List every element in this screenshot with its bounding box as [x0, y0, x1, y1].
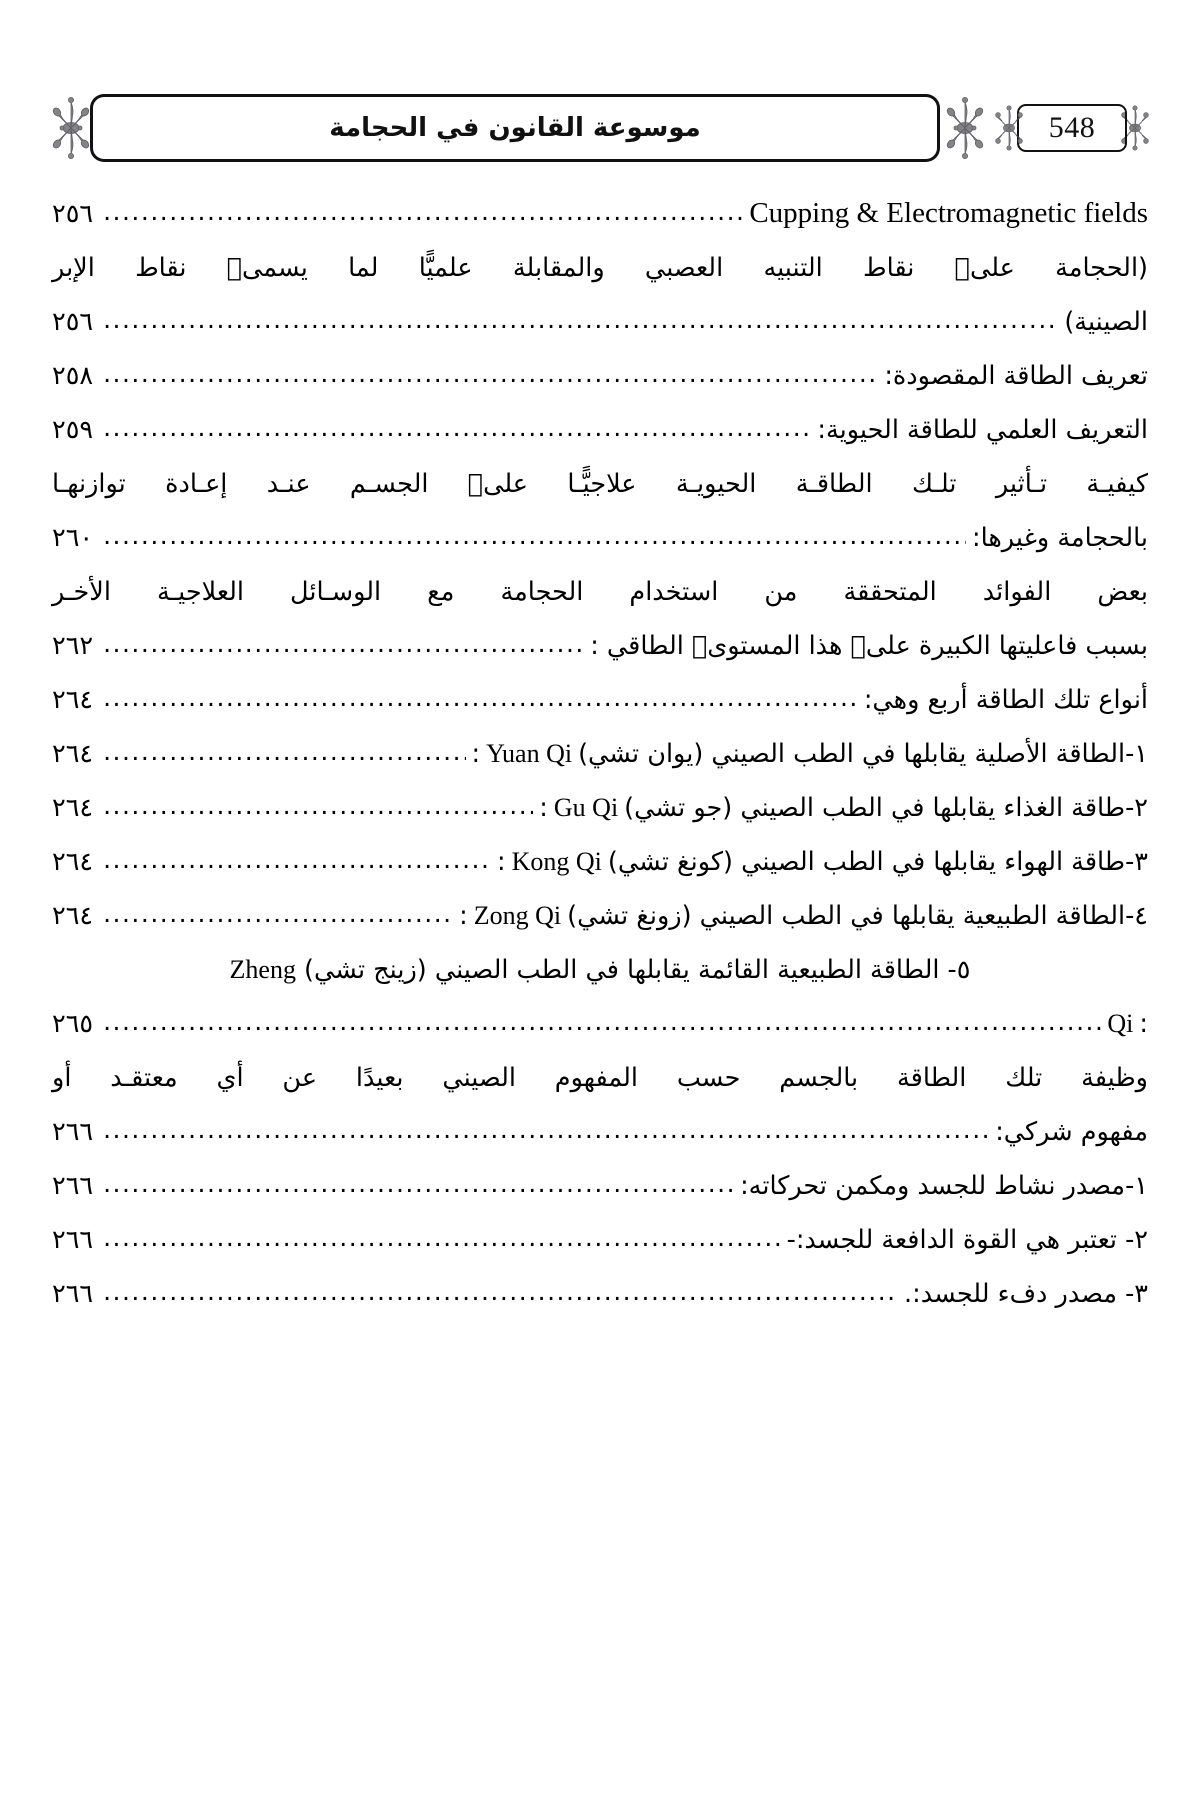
toc-entry-label: ٣-طاقة الهواء يقابلها في الطب الصيني (كونغ تشي) — [607, 847, 1148, 877]
toc-entry-label: Cupping & Electromagnetic fields — [749, 197, 1148, 229]
toc-entry-colon: : — [497, 847, 506, 877]
header-title-frame — [104, 94, 926, 162]
dot-leader — [103, 835, 491, 887]
toc-entry-label: مفهوم شركي: — [995, 1117, 1148, 1147]
toc-entry-continuation — [52, 457, 1148, 511]
dot-leader — [103, 186, 743, 239]
toc-entry-label: ١-مصدر نشاط للجسد ومكمن تحركاته: — [740, 1171, 1148, 1201]
table-of-contents — [52, 186, 1148, 1321]
toc-page-number: ٢٦٥ — [52, 1009, 94, 1039]
toc-entry[interactable] — [52, 349, 1148, 403]
dot-leader — [103, 889, 453, 941]
dot-leader — [103, 727, 465, 779]
toc-entry-label: ٣- مصدر دفء للجسد:. — [904, 1279, 1148, 1309]
toc-entry-continuation — [52, 1051, 1148, 1105]
toc-page-number: ٢٦٤ — [52, 685, 94, 715]
toc-entry[interactable] — [52, 835, 1148, 889]
toc-entry[interactable] — [52, 997, 1148, 1051]
dot-leader — [103, 673, 858, 725]
toc-entry[interactable] — [52, 889, 1148, 943]
dot-leader — [103, 295, 1058, 347]
dot-leader — [103, 1213, 781, 1265]
toc-entry-latin-term: Gu Qi — [553, 793, 619, 822]
toc-entry-label: بسبب فاعليتها الكبيرة على٘ هذا المستوى٘ الطاقي : — [590, 631, 1148, 661]
toc-entry-label: تعريف الطاقة المقصودة: — [884, 361, 1148, 391]
toc-page-number: ٢٦٤ — [52, 739, 94, 769]
toc-entry-colon: : — [539, 793, 548, 823]
toc-entry[interactable] — [52, 186, 1148, 241]
book-title: موسوعة القانون في الحجامة — [329, 113, 701, 143]
toc-page-number: ٢٦٦ — [52, 1171, 94, 1201]
toc-entry[interactable] — [52, 1159, 1148, 1213]
dot-leader — [103, 1267, 898, 1319]
toc-entry[interactable] — [52, 1267, 1148, 1321]
toc-page-number: ٢٦٤ — [52, 847, 94, 877]
toc-entry-latin-term: Qi — [1107, 1009, 1134, 1038]
toc-entry-continuation — [52, 565, 1148, 619]
floral-ornament-icon — [942, 96, 988, 160]
toc-entry-latin-term: Zheng — [229, 955, 296, 984]
toc-entry-colon: : — [471, 739, 481, 769]
dot-leader — [103, 511, 966, 563]
toc-entry[interactable] — [52, 1213, 1148, 1267]
toc-entry-label: ١-الطاقة الأصلية يقابلها في الطب الصيني (يوان تشي) — [578, 739, 1148, 769]
toc-entry[interactable] — [52, 1105, 1148, 1159]
dot-leader — [103, 349, 878, 401]
toc-entry-continuation — [52, 241, 1148, 295]
toc-entry-continuation — [52, 943, 1148, 997]
page-number-group — [992, 103, 1152, 153]
toc-page-number: ٢٥٦ — [52, 199, 94, 229]
toc-page-number: ٢٦٠ — [52, 523, 94, 553]
toc-entry-colon: : — [1139, 1009, 1148, 1039]
toc-entry-label: بالحجامة وغيرها: — [972, 523, 1148, 553]
toc-entry-label: (الحجامة على٘ نقاط التنبيه العصبي والمقابلة علميًّا لما يسمى٘ نقاط الإبر — [52, 253, 1148, 283]
toc-entry-label: ٥- الطاقة الطبيعية القائمة يقابلها في الطب الصيني (زينج تشي) — [295, 955, 971, 985]
toc-entry[interactable] — [52, 295, 1148, 349]
toc-entry-label: ٢- تعتبر هي القوة الدافعة للجسد:- — [786, 1225, 1148, 1255]
dot-leader — [103, 781, 533, 833]
toc-page-number: ٢٥٦ — [52, 307, 94, 337]
toc-page-number: ٢٦٦ — [52, 1279, 94, 1309]
toc-entry-label: أنواع تلك الطاقة أربع وهي: — [863, 685, 1148, 715]
toc-page-number: ٢٥٩ — [52, 415, 94, 445]
toc-entry[interactable] — [52, 727, 1148, 781]
toc-page-number: ٢٦٤ — [52, 793, 94, 823]
toc-entry-label: كيفيـة تـأثير تلـك الطاقـة الحيويـة علاجيًّـا على٘ الجسـم عنـد إعـادة توازنهـا — [52, 469, 1148, 499]
toc-page-number: ٢٦٤ — [52, 901, 94, 931]
page-header — [48, 92, 1152, 164]
toc-page-number: ٢٦٢ — [52, 631, 94, 661]
toc-page-number: ٢٥٨ — [52, 361, 94, 391]
toc-entry[interactable] — [52, 511, 1148, 565]
dot-leader — [103, 619, 584, 671]
toc-entry[interactable] — [52, 673, 1148, 727]
toc-entry[interactable] — [52, 619, 1148, 673]
toc-entry-colon: : — [459, 901, 468, 931]
page-number-box — [1026, 104, 1118, 152]
toc-page-number: ٢٦٦ — [52, 1117, 94, 1147]
toc-entry-label: التعريف العلمي للطاقة الحيوية: — [817, 415, 1148, 445]
toc-page-number: ٢٦٦ — [52, 1225, 94, 1255]
dot-leader — [103, 403, 811, 455]
floral-ornament-icon — [48, 96, 94, 160]
dot-leader — [103, 1105, 989, 1157]
toc-entry-label: ٤-الطاقة الطبيعية يقابلها في الطب الصيني (زونغ تشي) — [567, 901, 1148, 931]
toc-entry[interactable] — [52, 403, 1148, 457]
toc-entry-latin-term: Zong Qi — [473, 901, 562, 930]
toc-entry-label: ٢-طاقة الغذاء يقابلها في الطب الصيني (جو تشي) — [624, 793, 1148, 823]
toc-entry-latin-term: Kong Qi — [511, 847, 602, 876]
toc-entry-latin-term: Yuan Qi — [486, 739, 573, 768]
dot-leader — [103, 997, 1101, 1049]
toc-entry-label: الصينية) — [1064, 307, 1148, 337]
toc-entry-label: بعض الفوائد المتحققة من استخدام الحجامة مع الوسـائل العلاجيـة الأخـر — [52, 577, 1148, 607]
dot-leader — [103, 1159, 734, 1211]
toc-entry-label: وظيفة تلك الطاقة بالجسم حسب المفهوم الصيني بعيدًا عن أي معتقـد أو — [52, 1063, 1148, 1093]
floral-ornament-icon — [992, 103, 1026, 153]
toc-entry[interactable] — [52, 781, 1148, 835]
page-number: 548 — [1048, 111, 1096, 144]
